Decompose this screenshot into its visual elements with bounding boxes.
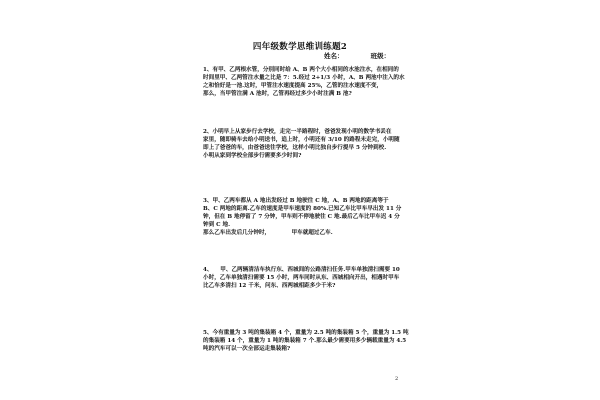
problem-line: 时间里甲、乙两管注水量之比是 7：5.经过 2+1/3 小时，A、B 两池中注入的水 — [203, 75, 405, 81]
problem-line: 小时，乙车单独清扫需要 15 小时，两车同时从东、西城相向开出，相遇时甲车 — [203, 275, 400, 281]
class-label: 班级： — [370, 52, 391, 60]
problem-line: 1、有甲、乙两根水管，分别同时给 A、B 两个大小相同的水池注水，在相同的 — [203, 67, 399, 73]
problem-line: B、C 两地的距离.乙车的速度是甲车速度的 80%.已知乙车比甲车早出发 11 分 — [203, 206, 402, 212]
problem-line: 钟到 C 地. — [203, 222, 231, 228]
problem-line: 5、今有重量为 3 吨的集装箱 4 个，重量为 2.5 吨的集装箱 5 个，重量为 1.5 吨 — [203, 330, 409, 336]
problem-line: 那么，当甲管注满 A 池时，乙管再经过多少小时注满 B 池? — [203, 91, 352, 97]
problem-3 — [203, 197, 402, 237]
problem-line: 的集装箱 14 个，重量为 1 吨的集装箱 7 个.那么最少需要用多少辆载重量为 4.5 — [203, 338, 407, 344]
problem-4 — [203, 266, 399, 290]
problem-line: 之和恰好是一池.这时，甲管注水速度提高 25%，乙管的注水速度不变， — [203, 83, 383, 89]
problem-1 — [203, 66, 405, 98]
name-label: 姓名： — [324, 52, 344, 60]
problem-line: 3、甲、乙两车都从 A 地出发经过 B 地驶往 C 地，A、B 两地的距离等于 — [203, 198, 389, 204]
problem-line: 钟，但在 B 地停留了 7 分钟，甲车则不停地驶往 C 地.最后乙车比甲车迟 4 分 — [203, 214, 400, 220]
problem-line: 那么乙车出发后几分钟时， 甲车就超过乙车. — [203, 230, 333, 236]
problem-2 — [203, 128, 399, 160]
student-info — [324, 51, 390, 60]
problem-5 — [203, 329, 409, 353]
problem-line: 4、 甲、乙两辆清洁车执行东、西城间的公路清扫任务.甲车单独清扫需要 10 — [203, 267, 400, 273]
problem-line: 2、小明早上从家步行去学校，走完一半路程时，爸爸发现小明的数学书丢在 — [203, 129, 392, 135]
page-number: 2 — [395, 376, 399, 382]
problem-line: 比乙车多清扫 12 千米，问东、西两城相距多少千米? — [203, 283, 336, 289]
problem-line: 即上了爸爸的车，由爸爸送往学校，这样小明比独自步行提早 5 分钟到校. — [203, 145, 387, 151]
problem-line: 小明从家到学校全部步行需要多少时间? — [203, 153, 302, 159]
problem-line: 吨的汽车可以一次全部运走集装箱? — [203, 346, 291, 352]
page-title: 四年级数学思维训练题2 — [252, 42, 348, 52]
problem-line: 家里，随即骑车去给小明送书，追上时，小明还有 3/10 的路程未走完，小明随 — [203, 137, 400, 143]
